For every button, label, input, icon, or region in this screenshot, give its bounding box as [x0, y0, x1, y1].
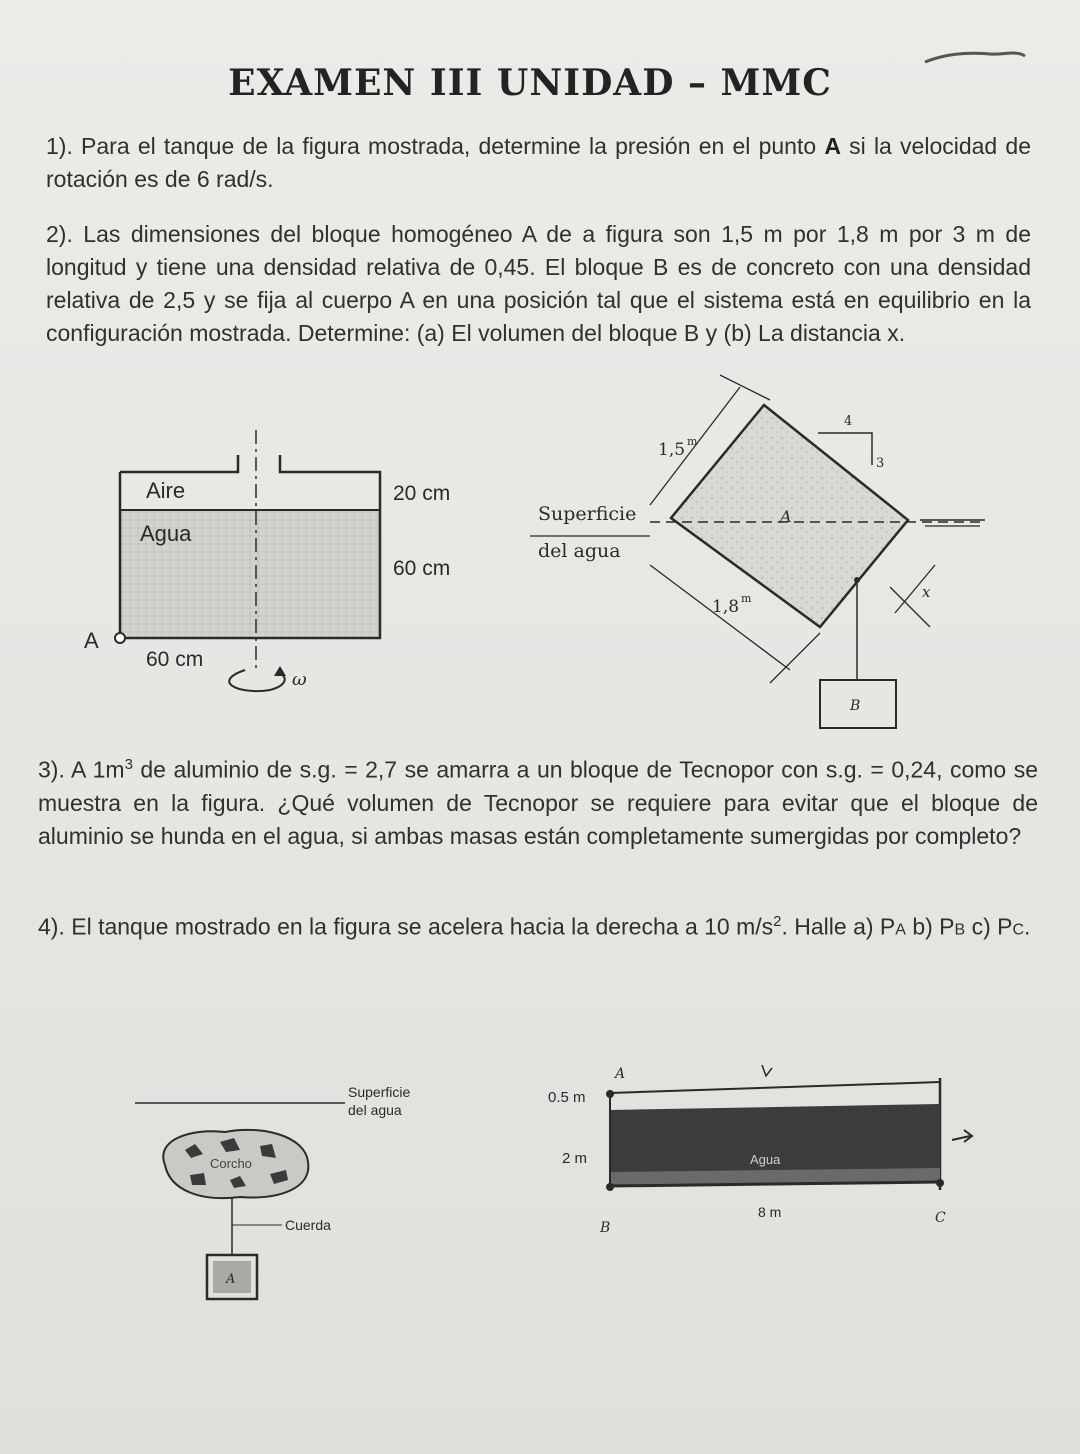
figure-2-tilted-block	[530, 365, 1000, 745]
problem-4	[38, 905, 1038, 947]
exam-title: EXAMEN III UNIDAD – MMC	[228, 62, 832, 104]
dim-ext-1-5	[720, 375, 770, 400]
surface-label-line1: Superficie	[348, 1084, 411, 1100]
problem-4-text-a: El tanque mostrado en la figura se acelera hacia la derecha a 10 m/s	[64, 913, 774, 940]
problem-1-point: A	[824, 133, 841, 159]
problem-4-sub-b: B	[954, 921, 966, 939]
point-a-label: A	[84, 628, 99, 653]
air-label: Aire	[146, 478, 186, 503]
dim-ext-1-8	[770, 633, 820, 683]
point-c-marker	[936, 1179, 944, 1187]
block-a-label: A	[780, 507, 792, 526]
surface-label-line2: del agua	[348, 1102, 402, 1118]
problem-3-sup: 3	[124, 756, 133, 773]
problem-1-text-a: Para el tanque de la figura mostrada, determine la presión en el punto	[72, 133, 825, 159]
surface-label-line2: del agua	[538, 540, 621, 562]
problem-2-text: Las dimensiones del bloque homogéneo A de a figura son 1,5 m por 1,8 m por 3 m de longitud y tiene una densidad relativa de 0,45. El bloque B es de concreto con una densidad relativa de 2,5 y se fija al cuerpo A en una posición tal que el sistema está en equilibrio en la configuración mostrada. Determine: (a) El volumen del bloque B y (b) La distancia x.	[46, 221, 1031, 346]
problem-1	[46, 130, 1031, 196]
slope-horizontal-label: 4	[844, 414, 853, 429]
problem-4-sub-c: C	[1012, 921, 1025, 939]
figure-3-cork-block	[130, 1070, 460, 1310]
dim-1-5-unit: m	[687, 435, 698, 448]
length-label: 8 m	[758, 1204, 782, 1220]
depth-label: 2 m	[562, 1150, 588, 1167]
problem-1-text-b: si la velocidad de rotación es de 6 rad/s.	[46, 133, 1031, 192]
slope-vertical-label: 3	[876, 456, 885, 471]
problem-4-text-e: .	[1024, 913, 1031, 940]
rope-attachment-point	[854, 577, 860, 583]
top-gap-label: 0.5 m	[548, 1089, 586, 1106]
water-label: Agua	[750, 1152, 781, 1167]
problem-2-number: 2).	[46, 221, 73, 247]
water-label: Agua	[140, 521, 192, 546]
point-c-label: C	[935, 1210, 946, 1226]
point-b-label: B	[600, 1220, 611, 1236]
problem-4-sup: 2	[773, 913, 782, 930]
dim-1-8-unit: m	[741, 592, 752, 605]
problem-4-text-c: b) P	[905, 913, 955, 940]
block-b-label: B	[850, 698, 861, 714]
dist-x-label: x	[922, 583, 931, 601]
aluminum-block-label: A	[226, 1272, 236, 1287]
dim-60cm-height: 60 cm	[393, 557, 451, 580]
problem-4-text-d: c) P	[965, 913, 1013, 940]
problem-4-number: 4).	[38, 913, 65, 940]
problem-3	[38, 748, 1038, 853]
omega-label: ω	[292, 669, 307, 690]
problem-3-number: 3).	[38, 756, 65, 783]
down-arrow-icon	[762, 1065, 772, 1076]
point-a-label: A	[615, 1066, 626, 1082]
problem-3-text-a: A 1m	[64, 756, 125, 783]
point-b-marker	[606, 1183, 614, 1191]
rotation-arrowhead-icon	[274, 666, 286, 676]
dim-1-8-label: 1,8	[712, 597, 740, 617]
problem-3-text-b: de aluminio de s.g. = 2,7 se amarra a un bloque de Tecnopor con s.g. = 0,24, como se muestra en la figura. ¿Qué volumen de Tecnopor se requiere para evitar que el bloque de aluminio se hunda en el agua, si ambas masas están completamente sumergidas por completo?	[38, 756, 1038, 849]
dim-20cm: 20 cm	[393, 482, 451, 505]
cork-label: Corcho	[210, 1156, 252, 1171]
problem-1-number: 1).	[46, 133, 73, 159]
problem-2	[46, 218, 1031, 350]
point-a-marker	[115, 633, 125, 643]
figure-4-accelerating-tank	[540, 1060, 1020, 1250]
point-a-marker	[606, 1090, 614, 1098]
figure-1-rotating-tank	[70, 420, 490, 700]
dim-1-5-label: 1,5	[658, 440, 686, 460]
problem-4-text-b: . Halle a) P	[781, 913, 896, 940]
tank-top	[610, 1082, 940, 1093]
problem-4-sub-a: A	[895, 921, 906, 939]
surface-label-line1: Superficie	[538, 503, 637, 525]
dim-60cm-radius: 60 cm	[146, 648, 204, 671]
rope-label: Cuerda	[285, 1217, 331, 1233]
